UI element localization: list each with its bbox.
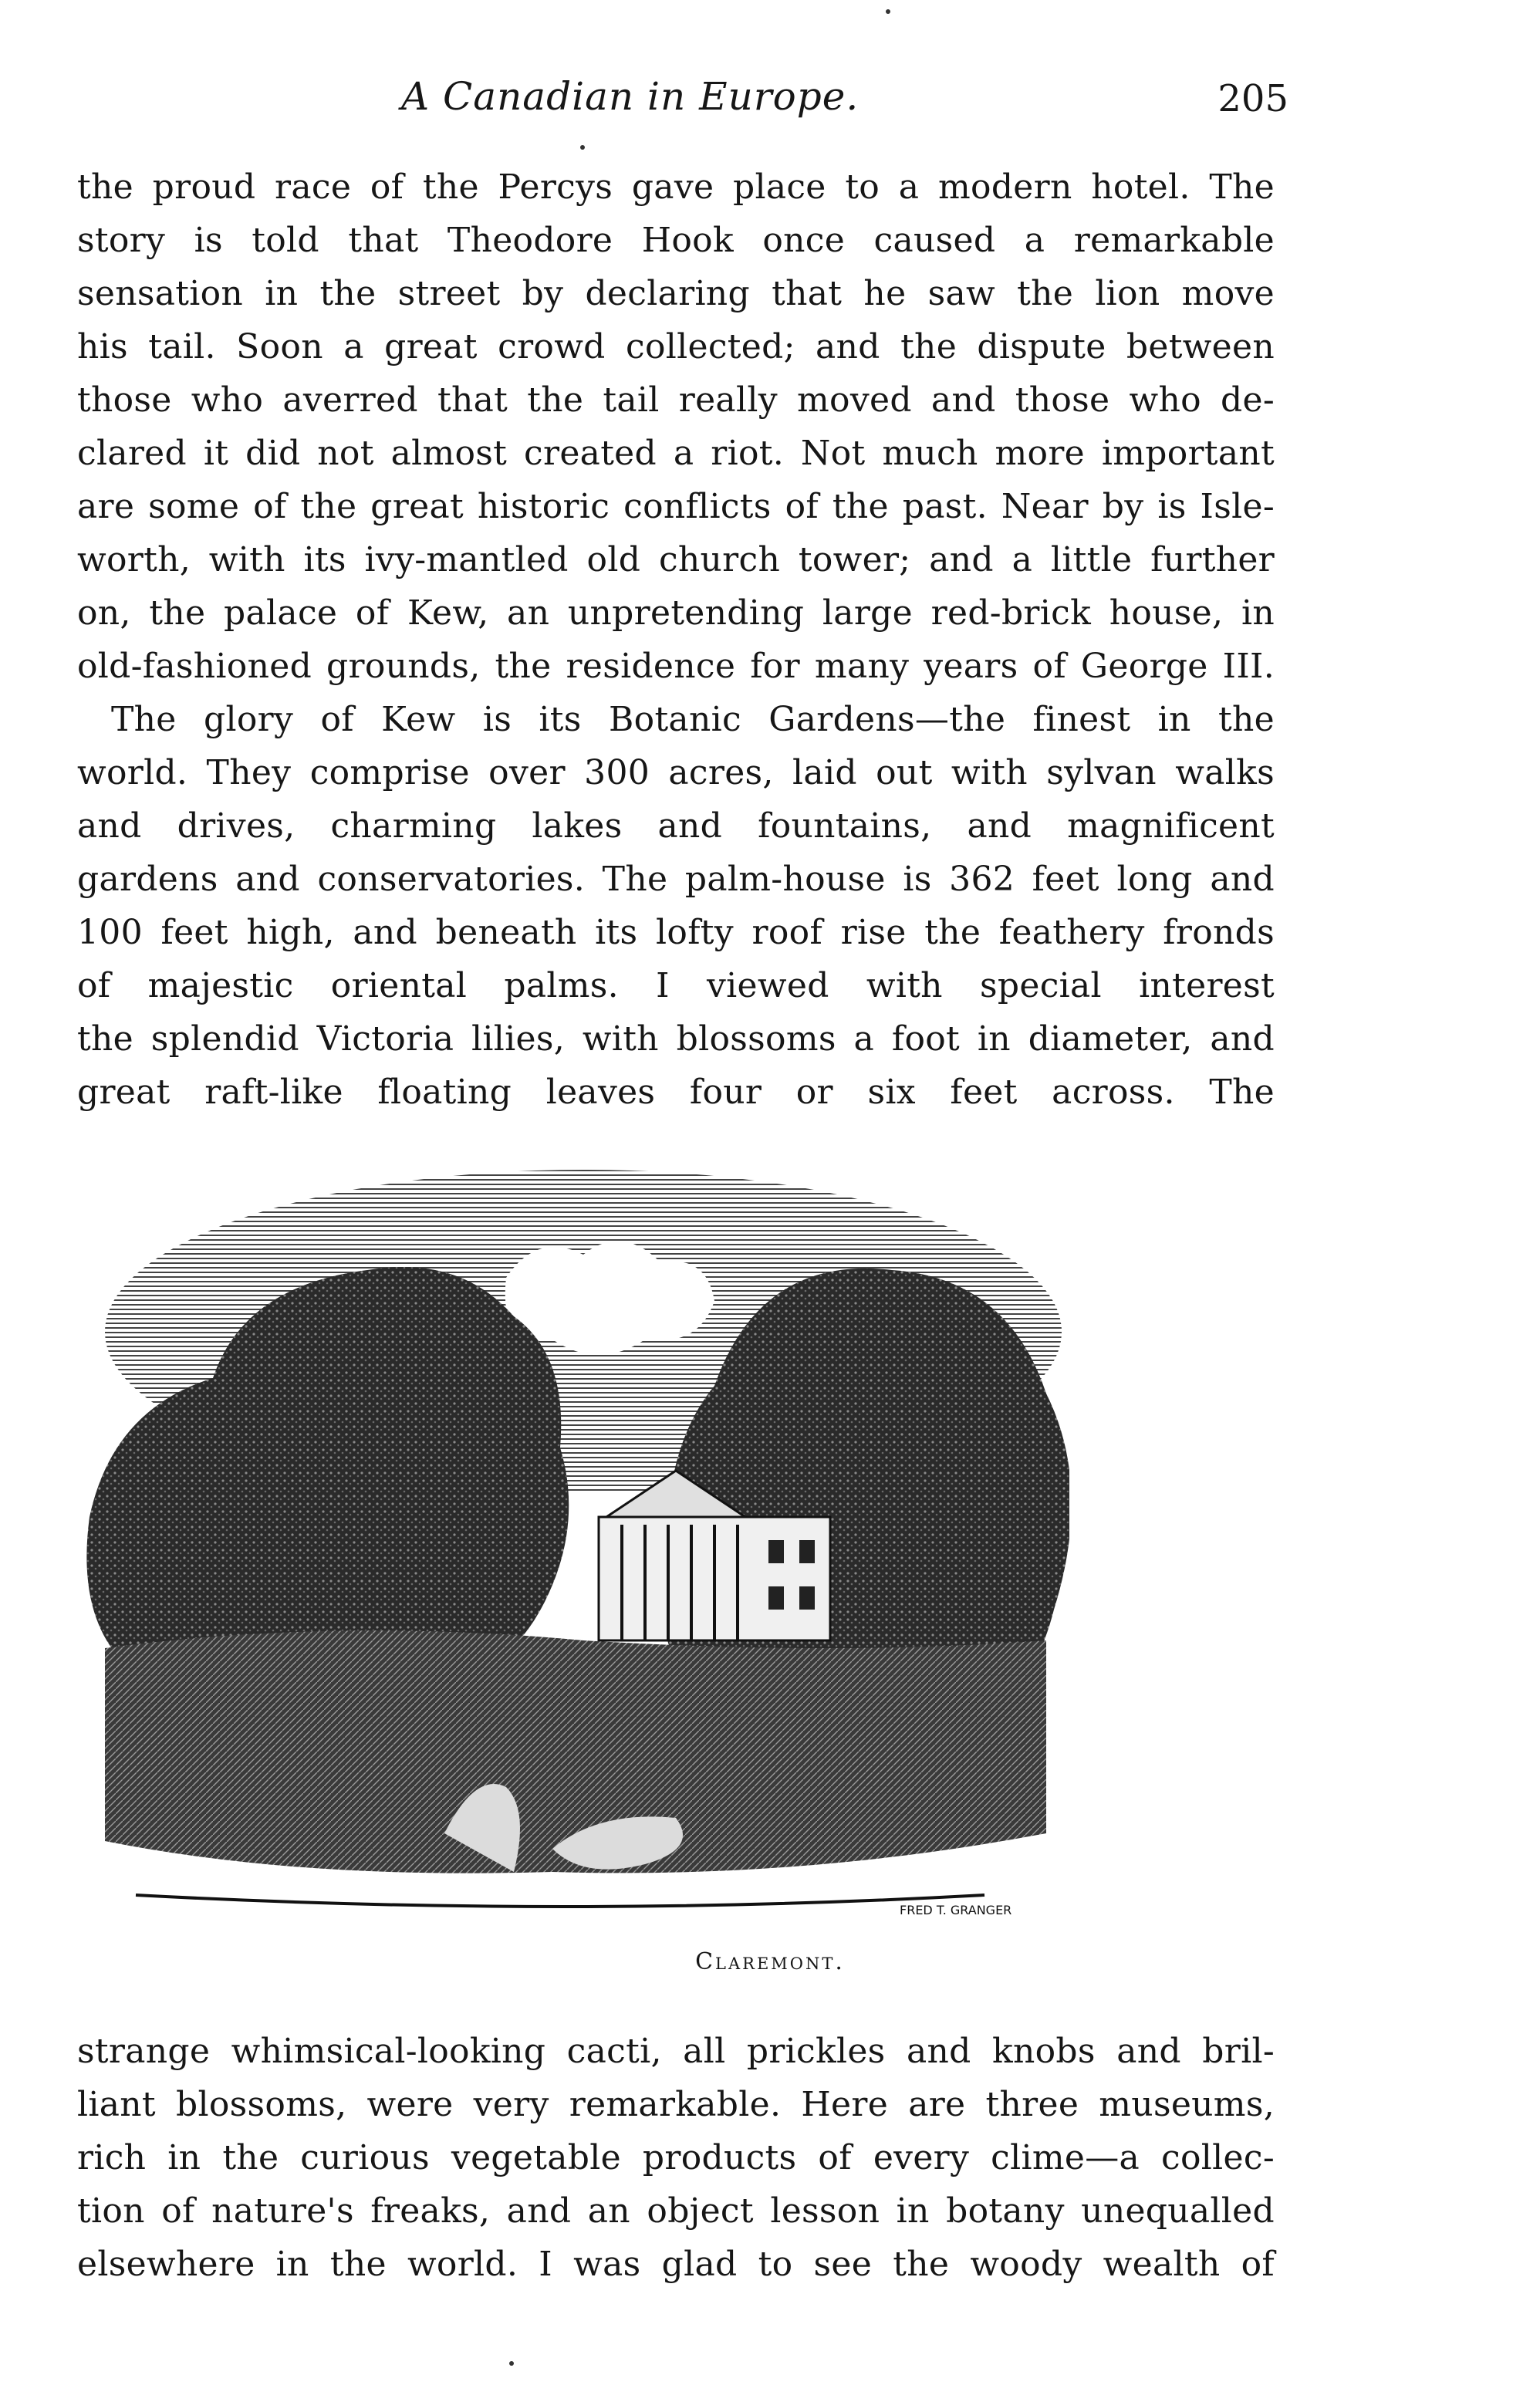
print-speck (509, 2361, 514, 2366)
text-line: and drives, charming lakes and fountains, and magnificent (77, 806, 1275, 846)
text-line: those who averred that the tail really moved and those who de- (77, 380, 1275, 420)
text-line: his tail. Soon a great crowd collected; and the dispute between (77, 327, 1275, 367)
text-line: tion of nature's freaks, and an object lesson in botany unequalled (77, 2191, 1275, 2231)
page-number: 205 (1217, 77, 1288, 120)
text-line: sensation in the street by declaring that he saw the lion move (77, 274, 1275, 313)
text-line: great raft-like floating leaves four or six feet across. The (77, 1073, 1275, 1112)
text-line: clared it did not almost created a riot. Not much more important (77, 434, 1275, 473)
text-line: worth, with its ivy-mantled old church tower; and a little further (77, 540, 1275, 579)
text-line: the proud race of the Percys gave place to a modern hotel. The (77, 167, 1275, 207)
text-line: old-fashioned grounds, the residence for many years of George III. (77, 647, 1275, 686)
text-line: elsewhere in the world. I was glad to see the woody wealth of (77, 2245, 1275, 2284)
text-line: the splendid Victoria lilies, with blossoms a foot in diameter, and (77, 1019, 1275, 1059)
page-header (401, 74, 1288, 136)
text-line: rich in the curious vegetable products of every clime—a collec- (77, 2138, 1275, 2177)
text-line: are some of the great historic conflicts of the past. Near by is Isle- (77, 487, 1275, 526)
text-line: liant blossoms, were very remarkable. Here are three museums, (77, 2085, 1275, 2124)
text-line: gardens and conservatories. The palm-house is 362 feet long and (77, 860, 1275, 899)
engraving-illustration (74, 1154, 1069, 1927)
text-line: world. They comprise over 300 acres, laid out with sylvan walks (77, 753, 1275, 792)
print-speck (580, 145, 585, 150)
claremont-engraving (74, 1154, 1069, 1927)
engraver-signature: FRED T. GRANGER (900, 1903, 1012, 1917)
running-title: A Canadian in Europe. (401, 74, 859, 119)
body-text-bottom (77, 2025, 1275, 2291)
text-line: on, the palace of Kew, an unpretending large red-brick house, in (77, 593, 1275, 633)
text-line: The glory of Kew is its Botanic Gardens—the finest in the (111, 700, 1275, 739)
text-line: story is told that Theodore Hook once caused a remarkable (77, 221, 1275, 260)
body-text-top (77, 160, 1275, 1119)
figure-caption: Claremont. (695, 1948, 845, 1975)
text-line: of majestic oriental palms. I viewed with special interest (77, 966, 1275, 1005)
text-line: 100 feet high, and beneath its lofty roof rise the feathery fronds (77, 913, 1275, 952)
text-line: strange whimsical-looking cacti, all prickles and knobs and bril- (77, 2032, 1275, 2071)
print-speck (886, 9, 890, 14)
